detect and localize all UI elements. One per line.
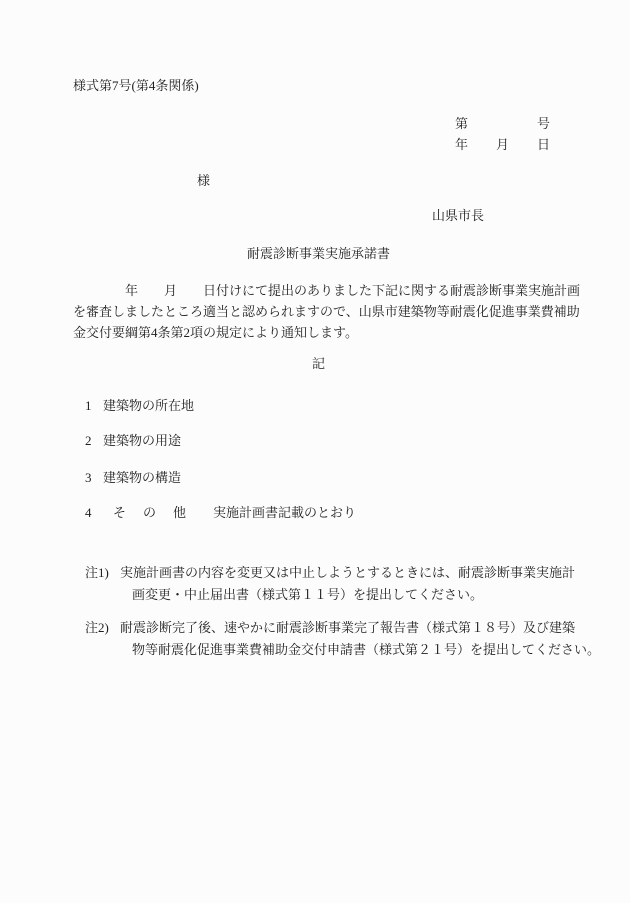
- note-2-line-2: 物等耐震化促進事業費補助金交付申請書（様式第２１号）を提出してください。: [132, 642, 601, 657]
- addressee-honorific: 様: [197, 173, 211, 188]
- item-label: 建築物の構造: [103, 470, 182, 485]
- doc-number-suffix: 号: [536, 116, 550, 131]
- list-item-building-use: [0, 434, 630, 448]
- body-paragraph-line-2: を審査しましたところ適当と認められますので、山県市建築物等耐震化促進事業費補助: [73, 304, 580, 319]
- date-line: [455, 138, 550, 151]
- item-number: 4: [85, 505, 92, 520]
- note-1-label: 注1): [85, 565, 109, 580]
- list-item-other: [0, 506, 630, 520]
- sender-name: 山県市長: [432, 208, 485, 223]
- date-month-label: 月: [495, 137, 509, 152]
- date-day-label: 日: [536, 137, 550, 152]
- form-number: 様式第7号(第4条関係): [73, 78, 199, 93]
- list-item-building-structure: [0, 471, 630, 485]
- item-value: 実施計画書記載のとおり: [213, 505, 357, 520]
- date-year-label: 年: [455, 137, 469, 152]
- body-paragraph-line-3: 金交付要綱第4条第2項の規定により通知します。: [73, 325, 358, 340]
- note-1-line-2: 画変更・中止届出書（様式第１１号）を提出してください。: [132, 587, 484, 602]
- document-title: 耐震診断事業実施承諾書: [247, 246, 391, 261]
- body-paragraph-line-1: 年 月 日付けにて提出のありました下記に関する耐震診断事業実施計画: [73, 283, 581, 298]
- item-number: 1: [85, 398, 92, 413]
- item-label: そ の 他: [113, 505, 189, 520]
- doc-number-prefix: 第: [455, 116, 469, 131]
- note-2-label: 注2): [85, 620, 109, 635]
- item-number: 2: [85, 433, 92, 448]
- note-1-line-1: 実施計画書の内容を変更又は中止しようとするときには、耐震診断事業実施計: [120, 565, 576, 580]
- item-label: 建築物の所在地: [103, 398, 195, 413]
- item-label: 建築物の用途: [103, 433, 182, 448]
- item-number: 3: [85, 470, 92, 485]
- record-marker: 記: [312, 356, 326, 371]
- note-2-line-1: 耐震診断完了後、速やかに耐震診断事業完了報告書（様式第１８号）及び建築: [120, 620, 576, 635]
- document-number-line: [455, 117, 550, 130]
- list-item-building-location: [0, 399, 630, 413]
